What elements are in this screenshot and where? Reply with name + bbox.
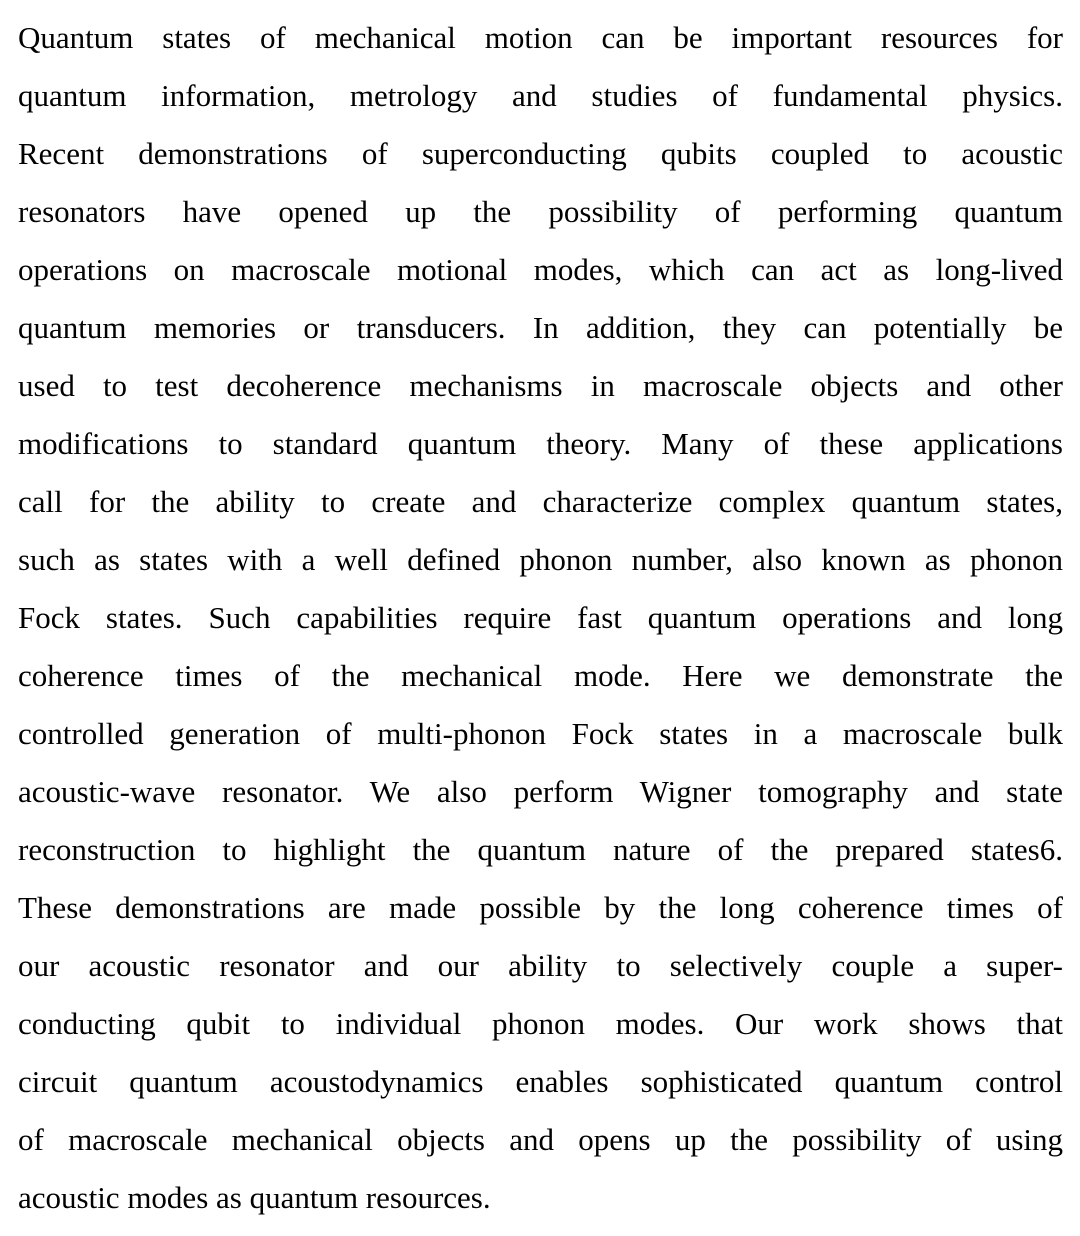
abstract-line: our acoustic resonator and our ability to selectively couple a super- xyxy=(18,948,1063,983)
abstract-line: circuit quantum acoustodynamics enables sophisticated quantum control xyxy=(18,1064,1063,1099)
abstract-line: These demonstrations are made possible by the long coherence times of xyxy=(18,890,1063,925)
abstract-line: reconstruction to highlight the quantum nature of the prepared states6. xyxy=(18,832,1063,867)
abstract-line: modifications to standard quantum theory. Many of these applications xyxy=(18,426,1063,461)
abstract-line: operations on macroscale motional modes, which can act as long-lived xyxy=(18,252,1063,287)
abstract-line: acoustic modes as quantum resources. xyxy=(18,1180,491,1215)
abstract-line: Quantum states of mechanical motion can be important resources for xyxy=(18,20,1063,55)
abstract-line: acoustic-wave resonator. We also perform Wigner tomography and state xyxy=(18,774,1063,809)
abstract-line: of macroscale mechanical objects and opens up the possibility of using xyxy=(18,1122,1063,1157)
abstract-line: Fock states. Such capabilities require fast quantum operations and long xyxy=(18,600,1063,635)
abstract-line: resonators have opened up the possibility of performing quantum xyxy=(18,194,1063,229)
abstract-line: coherence times of the mechanical mode. Here we demonstrate the xyxy=(18,658,1063,693)
abstract-line: Recent demonstrations of superconducting qubits coupled to acoustic xyxy=(18,136,1063,171)
abstract-line: used to test decoherence mechanisms in macroscale objects and other xyxy=(18,368,1063,403)
abstract-line: conducting qubit to individual phonon modes. Our work shows that xyxy=(18,1006,1063,1041)
abstract-line: such as states with a well defined phonon number, also known as phonon xyxy=(18,542,1063,577)
abstract-line: quantum memories or transducers. In addition, they can potentially be xyxy=(18,310,1063,345)
abstract-line: controlled generation of multi-phonon Fock states in a macroscale bulk xyxy=(18,716,1063,751)
abstract-line: call for the ability to create and characterize complex quantum states, xyxy=(18,484,1063,519)
abstract-line: quantum information, metrology and studies of fundamental physics. xyxy=(18,78,1063,113)
